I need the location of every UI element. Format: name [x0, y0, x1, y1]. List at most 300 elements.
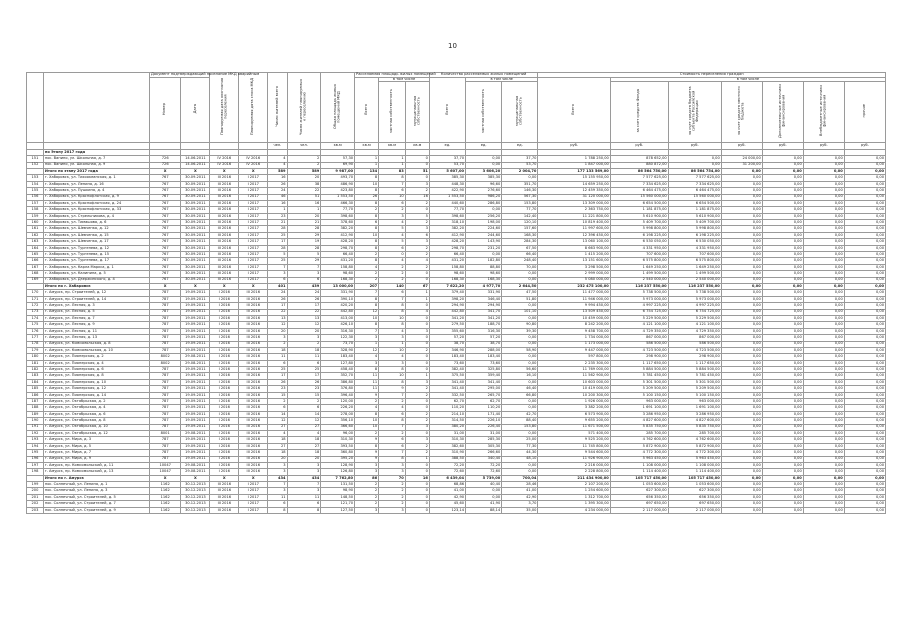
- table-cell: I 2016: [210, 424, 239, 430]
- table-cell: г. Амурск, ул. Лесная, д. 5: [43, 309, 149, 315]
- table-cell: 0,00: [721, 252, 762, 258]
- table-cell: 185: [27, 386, 44, 392]
- table-cell: 0,00: [762, 328, 803, 334]
- table-cell: 168,30: [466, 277, 502, 283]
- table-cell: 0,00: [844, 411, 885, 417]
- units-row: [27, 142, 886, 149]
- table-cell: 0,00: [762, 194, 803, 200]
- table-cell: 0,00: [803, 322, 844, 328]
- col-header: Дополнительные источники финансирования: [762, 82, 803, 143]
- table-cell: 8: [355, 296, 379, 302]
- table-cell: 11 745 800,00: [538, 443, 610, 449]
- table-cell: 9 447 000,00: [538, 347, 610, 353]
- table-cell: 203: [27, 507, 44, 513]
- table-cell: 73,70: [321, 341, 355, 347]
- table-cell: 0,00: [844, 462, 885, 468]
- table-cell: 0,00: [721, 271, 762, 277]
- table-cell: г. Хабаровск, ул. Калинина, д. 5: [43, 271, 149, 277]
- table-cell: 434: [268, 475, 287, 481]
- table-cell: 697 650,00: [668, 501, 721, 507]
- table-cell: 30.12.2013: [181, 494, 210, 500]
- table-cell: 183,40: [429, 354, 465, 360]
- table-cell: 379,40: [429, 290, 465, 296]
- table-cell: 19.09.2011: [181, 450, 210, 456]
- table-cell: 3: [379, 213, 406, 219]
- table-cell: 880 872,00: [610, 162, 668, 168]
- table-cell: 767: [150, 188, 181, 194]
- table-cell: 0,00: [803, 335, 844, 341]
- table-cell: I 2016: [210, 322, 239, 328]
- table-cell: 37,70: [502, 156, 538, 162]
- table-cell: 1 734 000,00: [538, 335, 610, 341]
- table-cell: 11 997 600,00: [538, 226, 610, 232]
- table-cell: 0,00: [721, 232, 762, 238]
- table-cell: 30.09.2011: [181, 245, 210, 251]
- table-cell: III 2016: [210, 207, 239, 213]
- unit-cell: руб.: [762, 142, 803, 149]
- table-cell: 126,80: [321, 469, 355, 475]
- col-header: Расселяемая площадь жилых помещений: [356, 72, 436, 76]
- table-cell: 1: [355, 341, 379, 347]
- table-cell: 294,90: [466, 303, 502, 309]
- table-cell: 6: [355, 220, 379, 226]
- table-cell: 19.09.2011: [181, 437, 210, 443]
- table-cell: 86 564 754,00: [668, 168, 721, 174]
- table-cell: 155: [27, 188, 44, 194]
- table-cell: 181: [27, 360, 44, 366]
- table-cell: 0,00: [844, 188, 885, 194]
- table-cell: 1162: [150, 494, 181, 500]
- table-cell: 0,00: [668, 162, 721, 168]
- table-cell: 23: [287, 386, 321, 392]
- table-cell: IV 2016: [239, 156, 268, 162]
- table-cell: 27: [287, 424, 321, 430]
- table-cell: 380,20: [429, 424, 465, 430]
- table-cell: I 2016: [210, 450, 239, 456]
- col-header: Всего: [429, 77, 465, 142]
- table-cell: 0,00: [803, 168, 844, 174]
- table-cell: 231,20: [466, 245, 502, 251]
- table-cell: 0,00: [803, 494, 844, 500]
- table-cell: 0,00: [721, 303, 762, 309]
- table-cell: 0: [405, 162, 429, 168]
- table-cell: 1 553,50: [429, 194, 465, 200]
- table-cell: 0,00: [803, 328, 844, 334]
- table-cell: 0,00: [762, 156, 803, 162]
- col-header: в том числе: [379, 77, 430, 82]
- table-cell: 0,00: [721, 207, 762, 213]
- table-cell: III 2016: [239, 450, 268, 456]
- table-cell: III 2016: [239, 315, 268, 321]
- table-cell: 1 108 000,00: [668, 462, 721, 468]
- table-cell: I 2016: [210, 347, 239, 353]
- table-cell: III 2016: [239, 386, 268, 392]
- table-cell: 6: [287, 360, 321, 366]
- table-cell: 9: [355, 392, 379, 398]
- table-cell: 226,20: [321, 405, 355, 411]
- table-cell: 7 762,80: [321, 475, 355, 481]
- table-cell: I 2016: [210, 341, 239, 347]
- col-header: Число жителей всего: [268, 73, 287, 143]
- table-cell: 30.09.2011: [181, 277, 210, 283]
- table-cell: 388,50: [429, 456, 465, 462]
- table-cell: 8: [355, 322, 379, 328]
- table-cell: I 2016: [210, 437, 239, 443]
- table-cell: 298 900,00: [610, 354, 668, 360]
- table-cell: 0,00: [721, 482, 762, 488]
- table-cell: 22: [287, 188, 321, 194]
- table-cell: 28: [287, 226, 321, 232]
- table-cell: 767: [150, 277, 181, 283]
- table-cell: 30.09.2011: [181, 213, 210, 219]
- table-cell: 19.09.2011: [181, 341, 210, 347]
- table-cell: 0,00: [803, 213, 844, 219]
- table-cell: III 2016: [210, 494, 239, 500]
- table-cell: 0,00: [502, 335, 538, 341]
- table-cell: 0,00: [466, 162, 502, 168]
- table-cell: 19.09.2011: [181, 456, 210, 462]
- table-cell: 0,00: [762, 271, 803, 277]
- table-cell: 19.09.2011: [181, 418, 210, 424]
- table-cell: 2: [268, 341, 287, 347]
- col-header: частная собственность: [466, 82, 502, 143]
- table-cell: 5 610 900,00: [668, 213, 721, 219]
- table-cell: 1 117 650,00: [610, 360, 668, 366]
- table-cell: 8: [355, 200, 379, 206]
- table-cell: 0,00: [844, 309, 885, 315]
- table-cell: 0: [405, 488, 429, 494]
- table-cell: III 2016: [239, 290, 268, 296]
- table-cell: 787: [150, 290, 181, 296]
- table-cell: 378,60: [321, 220, 355, 226]
- table-cell: 5 835 750,00: [668, 424, 721, 430]
- table-cell: 19.09.2011: [181, 328, 210, 334]
- table-cell: 0,00: [502, 354, 538, 360]
- table-cell: I 2017: [239, 220, 268, 226]
- table-cell: 14 659 250,00: [538, 181, 610, 187]
- table-cell: 0,00: [803, 418, 844, 424]
- table-cell: 0,00: [803, 226, 844, 232]
- table-cell: 787: [150, 379, 181, 385]
- table-cell: 2: [405, 264, 429, 270]
- table-cell: 1 053 600,00: [610, 482, 668, 488]
- table-cell: 6: [268, 277, 287, 283]
- table-cell: 294,90: [429, 303, 465, 309]
- table-cell: г. Амурск, ул. Лесная, д. 13: [43, 335, 149, 341]
- table-cell: 6 198 225,00: [668, 232, 721, 238]
- table-cell: 1 788 250,00: [538, 156, 610, 162]
- table-cell: 8: [268, 507, 287, 513]
- table-cell: 2: [355, 488, 379, 494]
- table-cell: г. Амурск, ул. Октябрьская, д. 4: [43, 405, 149, 411]
- table-cell: 288,00: [466, 347, 502, 353]
- table-cell: 202: [27, 501, 44, 507]
- table-cell: 7 577 625,00: [668, 175, 721, 181]
- table-cell: 46: [268, 194, 287, 200]
- table-cell: 30.09.2011: [181, 200, 210, 206]
- table-cell: 2 004,70: [502, 168, 538, 174]
- table-cell: 0,00: [844, 207, 885, 213]
- table-cell: 18: [268, 347, 287, 353]
- table-cell: 0,00: [803, 271, 844, 277]
- table-cell: 0,00: [844, 399, 885, 405]
- table-cell: 867 000,00: [668, 335, 721, 341]
- table-cell: 8: [355, 367, 379, 373]
- table-cell: 0,00: [721, 399, 762, 405]
- table-cell: 3: [405, 226, 429, 232]
- table-cell: 3: [379, 507, 406, 513]
- table-cell: III 2016: [239, 367, 268, 373]
- table-cell: 171,40: [466, 411, 502, 417]
- table-cell: 42,70: [502, 411, 538, 417]
- table-cell: 2: [379, 488, 406, 494]
- table-cell: 0,00: [844, 232, 885, 238]
- table-cell: 5 872 900,00: [668, 443, 721, 449]
- table-cell: 385,30: [466, 175, 502, 181]
- table-cell: 298 900,00: [668, 354, 721, 360]
- table-cell: 0,00: [762, 482, 803, 488]
- table-cell: 0,00: [844, 168, 885, 174]
- table-cell: 0,00: [721, 501, 762, 507]
- table-cell: 318,10: [429, 220, 465, 226]
- table-cell: г. Хабаровск, ул. Ленина, д. 16: [43, 181, 149, 187]
- table-cell: 0,00: [466, 488, 502, 494]
- table-cell: III 2016: [239, 354, 268, 360]
- col-header: частная собственность: [379, 82, 406, 143]
- table-cell: 0,00: [844, 354, 885, 360]
- table-cell: 4 977,70: [466, 283, 502, 289]
- table-cell: 152: [27, 162, 44, 168]
- table-cell: 878 652,00: [610, 156, 668, 162]
- table-cell: I 2016: [210, 354, 239, 360]
- table-cell: 2: [379, 264, 406, 270]
- table-cell: г. Амурск, пр. Комсомольский, д. 13: [43, 469, 149, 475]
- table-cell: 355,60: [429, 328, 465, 334]
- table-cell: 10: [379, 347, 406, 353]
- table-cell: 0,00: [803, 264, 844, 270]
- table-cell: 787: [150, 341, 181, 347]
- table-cell: Итого по г. Хабаровск: [43, 283, 149, 289]
- table-cell: 12 396 450,00: [538, 232, 610, 238]
- unit-cell: руб.: [721, 142, 762, 149]
- table-cell: 0,00: [844, 258, 885, 264]
- table-cell: 787: [150, 296, 181, 302]
- table-body: [27, 149, 886, 513]
- table-cell: 0,00: [844, 430, 885, 436]
- table-cell: 26: [268, 296, 287, 302]
- table-cell: 10: [379, 194, 406, 200]
- table-cell: 442,80: [321, 309, 355, 315]
- table-cell: 9 544 600,00: [538, 450, 610, 456]
- table-cell: 7: [287, 482, 321, 488]
- table-cell: г. Амурск, ул. Пионерская, д. 8: [43, 373, 149, 379]
- table-cell: 88,14: [466, 507, 502, 513]
- table-cell: 30.09.2011: [181, 264, 210, 270]
- table-cell: 412,90: [321, 232, 355, 238]
- table-cell: 19.09.2011: [181, 315, 210, 321]
- table-cell: 0,00: [844, 347, 885, 353]
- table-cell: 493,70: [321, 175, 355, 181]
- table-cell: I 2016: [210, 392, 239, 398]
- table-cell: 0,00: [762, 220, 803, 226]
- table-cell: 0,00: [844, 245, 885, 251]
- table-cell: 8: [355, 245, 379, 251]
- table-cell: 5 884 500,00: [668, 367, 721, 373]
- table-cell: г. Амурск, ул. Лесная, д. 7: [43, 315, 149, 321]
- table-cell: 3: [405, 424, 429, 430]
- table-cell: 163: [27, 239, 44, 245]
- unit-cell: кв.м: [405, 142, 429, 149]
- table-cell: 8: [379, 367, 406, 373]
- table-cell: III 2016: [239, 399, 268, 405]
- table-cell: I 2017: [239, 232, 268, 238]
- table-cell: 182,80: [466, 258, 502, 264]
- table-cell: 0,00: [762, 367, 803, 373]
- table-cell: X: [150, 283, 181, 289]
- table-cell: 26: [287, 296, 321, 302]
- table-cell: 2: [379, 501, 406, 507]
- table-cell: 3: [287, 271, 321, 277]
- table-cell: 44,30: [502, 450, 538, 456]
- table-cell: 39,30: [502, 328, 538, 334]
- table-cell: 0,00: [803, 200, 844, 206]
- unit-cell: [181, 142, 210, 149]
- table-cell: 0,00: [803, 424, 844, 430]
- table-cell: 1: [379, 156, 406, 162]
- table-cell: 86: [355, 475, 379, 481]
- table-cell: 7: [379, 296, 406, 302]
- table-cell: 0,00: [844, 488, 885, 494]
- table-cell: 4 729 350,00: [668, 328, 721, 334]
- table-cell: 11 221 800,00: [538, 213, 610, 219]
- table-cell: 0,00: [762, 315, 803, 321]
- table-cell: 16: [405, 475, 429, 481]
- table-cell: 386,80: [321, 379, 355, 385]
- table-cell: 0,00: [803, 341, 844, 347]
- table-cell: 787: [150, 386, 181, 392]
- table-cell: 110,20: [466, 405, 502, 411]
- table-cell: 6 754 725,00: [610, 309, 668, 315]
- table-cell: 5 781 450,00: [610, 373, 668, 379]
- table-cell: 121,70: [321, 501, 355, 507]
- table-cell: 0,00: [803, 462, 844, 468]
- table-cell: 8: [379, 322, 406, 328]
- table-cell: 0,00: [762, 373, 803, 379]
- table-cell: 0,00: [721, 488, 762, 494]
- table-cell: I 2016: [210, 296, 239, 302]
- table-cell: 2 235 300,00: [538, 360, 610, 366]
- table-cell: 190: [27, 418, 44, 424]
- table-cell: III 2016: [239, 456, 268, 462]
- table-cell: г. Хабаровск, ул. Шевченко, д. 12: [43, 226, 149, 232]
- table-cell: 0,00: [721, 188, 762, 194]
- table-cell: г. Амурск, ул. Октябрьская, д. 6: [43, 411, 149, 417]
- table-cell: 0,00: [762, 443, 803, 449]
- table-cell: 0,00: [762, 335, 803, 341]
- table-cell: 51: [287, 194, 321, 200]
- table-cell: 11: [287, 354, 321, 360]
- table-cell: г. Амурск, ул. Мира, д. 9: [43, 456, 149, 462]
- table-cell: 0,00: [762, 207, 803, 213]
- table-cell: г. Хабаровск, ул. Пушкина, д. 4: [43, 188, 149, 194]
- table-cell: 168,30: [502, 232, 538, 238]
- table-cell: 8001: [150, 430, 181, 436]
- table-cell: 6 464 475,00: [610, 188, 668, 194]
- table-cell: 2 540 000,00: [610, 277, 668, 283]
- table-cell: 6 439,04: [429, 475, 465, 481]
- table-cell: г. Амурск, ул. Лесная, д. 3: [43, 303, 149, 309]
- col-header: Число жителей планируемых к переселению: [287, 73, 321, 143]
- table-cell: 0,00: [762, 200, 803, 206]
- table-cell: 179: [27, 347, 44, 353]
- table-cell: 0,00: [502, 399, 538, 405]
- table-cell: 5 409 700,00: [610, 220, 668, 226]
- table-cell: 787: [150, 456, 181, 462]
- table-cell: 0,00: [502, 303, 538, 309]
- table-cell: 0,00: [844, 392, 885, 398]
- table-cell: 0,00: [803, 296, 844, 302]
- table-cell: 767: [150, 213, 181, 219]
- table-cell: 19.09.2011: [181, 296, 210, 302]
- table-cell: 3: [405, 437, 429, 443]
- table-cell: 2: [355, 501, 379, 507]
- table-cell: 707 600,00: [610, 252, 668, 258]
- table-cell: 8: [379, 418, 406, 424]
- table-cell: 440,60: [429, 200, 465, 206]
- table-cell: 158,80: [321, 264, 355, 270]
- table-cell: 122,30: [321, 335, 355, 341]
- table-cell: 0: [405, 360, 429, 366]
- table-cell: 26: [287, 379, 321, 385]
- table-cell: 2: [405, 220, 429, 226]
- table-cell: 11: [268, 494, 287, 500]
- table-cell: Итого по этапу 2017 года: [43, 168, 149, 174]
- table-cell: 3,70: [502, 501, 538, 507]
- table-cell: 867 000,00: [610, 335, 668, 341]
- table-cell: 0,00: [803, 220, 844, 226]
- table-cell: 214,10: [429, 411, 465, 417]
- table-cell: 6: [268, 501, 287, 507]
- table-cell: 285 700,00: [610, 430, 668, 436]
- table-cell: 0,00: [721, 443, 762, 449]
- unit-cell: ед.: [429, 142, 465, 149]
- table-cell: 3 286 950,00: [610, 411, 668, 417]
- unit-cell: руб.: [538, 142, 610, 149]
- table-cell: 105 717 450,00: [668, 475, 721, 481]
- table-cell: 0,00: [762, 399, 803, 405]
- table-cell: 8: [355, 239, 379, 245]
- table-cell: 30.09.2011: [181, 188, 210, 194]
- table-cell: III 2016: [210, 252, 239, 258]
- table-cell: 1 499 500,00: [610, 271, 668, 277]
- table-cell: 153,80: [502, 424, 538, 430]
- table-cell: 5 209 500,00: [610, 386, 668, 392]
- table-cell: 0,00: [721, 200, 762, 206]
- table-cell: 423,80: [321, 188, 355, 194]
- table-cell: 41,90: [466, 501, 502, 507]
- table-cell: 6 575 800,00: [668, 258, 721, 264]
- table-cell: X: [181, 475, 210, 481]
- table-cell: I 2017: [239, 188, 268, 194]
- table-cell: 10: [355, 315, 379, 321]
- table-cell: 12: [268, 322, 287, 328]
- table-cell: 787: [150, 443, 181, 449]
- table-cell: 7: [287, 264, 321, 270]
- table-cell: 6 654 500,00: [610, 200, 668, 206]
- table-cell: 69,90: [321, 162, 355, 168]
- table-cell: 17: [287, 373, 321, 379]
- table-cell: 5 209 500,00: [668, 386, 721, 392]
